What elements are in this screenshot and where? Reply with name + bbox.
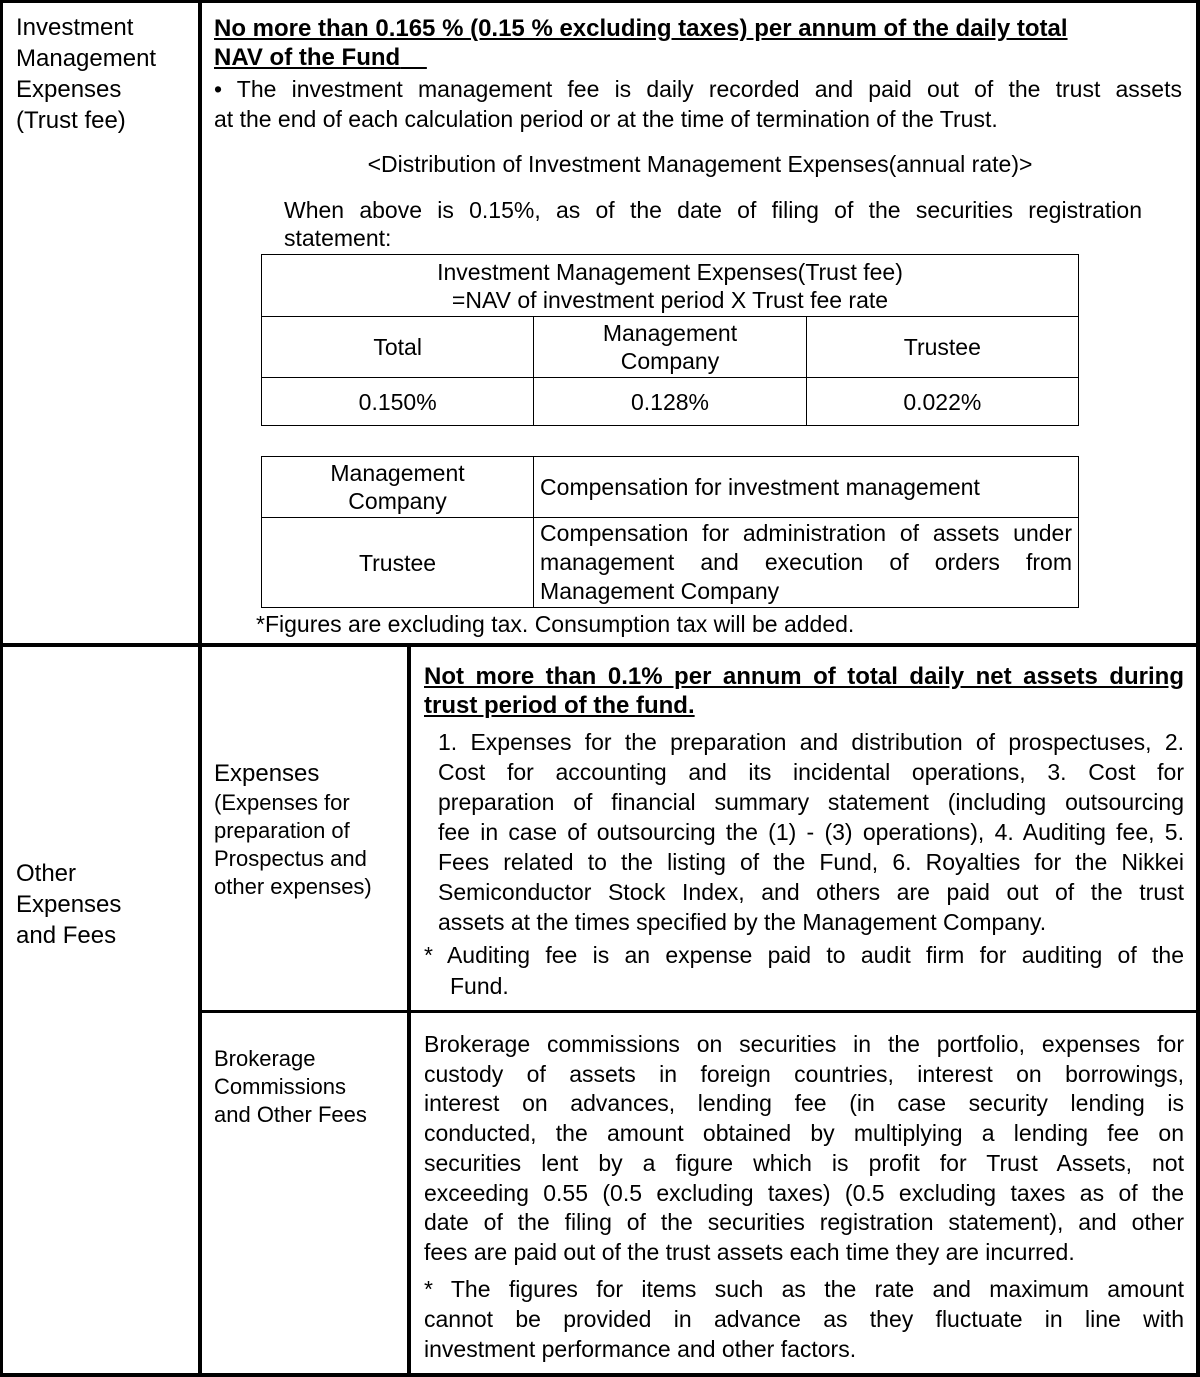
fee-table xyxy=(261,254,1079,426)
row1-label xyxy=(16,12,156,136)
row1-footnote: *Figures are excluding tax. Consumption tax will be added. xyxy=(256,611,855,637)
role-party-management xyxy=(262,457,534,518)
row2-label-line: and Fees xyxy=(16,922,117,949)
row1-label-line: Management xyxy=(16,45,157,72)
when-text xyxy=(284,196,1142,252)
fee-col-management xyxy=(534,317,806,378)
role-desc-trustee: Compensation for administration of assets under management and execution of orders from Management Company xyxy=(534,518,1079,608)
expenses-note xyxy=(424,940,1184,1002)
brokerage-body-line: custody of assets in foreign countries, interest on borrowings, xyxy=(424,1060,1184,1087)
expenses-body-line: Fees related to the listing of the Fund, 6. Royalties for the Nikkei xyxy=(438,849,1184,875)
row-divider xyxy=(0,643,1200,647)
expenses-label-sub-line: other expenses) xyxy=(214,874,372,899)
expenses-label-sub xyxy=(214,789,372,901)
label-column-divider xyxy=(198,0,202,1377)
brokerage-note-line: investment performance and other factors. xyxy=(424,1336,857,1362)
expenses-label-sub-line: (Expenses for xyxy=(214,790,350,815)
row1-heading xyxy=(214,14,1182,72)
row2-label xyxy=(16,858,121,951)
brokerage-body-line: interest on advances, lending fee (in case security lending is xyxy=(424,1090,1184,1117)
expenses-body-line: Semiconductor Stock Index, and others are paid out of the trust xyxy=(438,879,1184,905)
distribution-title: <Distribution of Investment Management Expenses(annual rate)> xyxy=(367,151,1033,177)
role-party-management-text: Management Company xyxy=(330,460,465,514)
brokerage-body-line: fees are paid out of the trust assets each time they are incurred. xyxy=(424,1238,1075,1265)
brokerage-label-line: Commissions xyxy=(214,1074,347,1099)
brokerage-body-line: exceeding 0.55 (0.5 excluding taxes) (0.5 excluding taxes as of the xyxy=(424,1179,1184,1206)
expenses-body-line: fee in case of outsourcing the (1) - (3) operations), 4. Auditing fee, 5. xyxy=(438,819,1184,845)
outer-border-right xyxy=(1196,0,1200,1377)
fee-table-header-line2: =NAV of investment period X Trust fee rate xyxy=(451,286,889,313)
row1-label-line: (Trust fee) xyxy=(16,107,126,134)
brokerage-body-line: date of the filing of the securities registration statement), and other xyxy=(424,1209,1184,1236)
brokerage-body-line: conducted, the amount obtained by multiplying a lending fee on xyxy=(424,1120,1184,1147)
expenses-body-line: preparation of financial summary statement (including outsourcing xyxy=(438,789,1184,815)
subrow-divider xyxy=(200,1010,1200,1013)
row2-label-line: Expenses xyxy=(16,891,122,918)
role-table xyxy=(261,456,1079,608)
expenses-heading-line1: Not more than 0.1% per annum of total daily net assets during xyxy=(424,663,1184,690)
brokerage-label xyxy=(214,1045,367,1129)
fee-value-trustee: 0.022% xyxy=(806,378,1078,426)
brokerage-note-line: * The figures for items such as the rate and maximum amount xyxy=(424,1276,1184,1302)
expenses-label-sub-line: preparation of xyxy=(214,818,350,843)
outer-border-top xyxy=(0,0,1200,3)
fee-col-management-text: Management Company xyxy=(602,320,738,374)
row1-bullet-line2: at the end of each calculation period or at the time of termination of the Trust. xyxy=(214,106,998,132)
fee-table-header-line1: Investment Management Expenses(Trust fee) xyxy=(437,258,903,285)
expenses-label-sub-line: Prospectus and xyxy=(214,846,367,871)
fee-value-total: 0.150% xyxy=(262,378,534,426)
role-desc-management: Compensation for investment management xyxy=(534,457,1079,518)
row1-label-line: Investment xyxy=(16,14,134,41)
expenses-label-title: Expenses xyxy=(214,760,320,787)
outer-border-left xyxy=(0,0,3,1377)
row1-heading-line2: NAV of the Fund xyxy=(214,44,401,71)
expenses-heading xyxy=(424,662,1184,720)
role-party-trustee: Trustee xyxy=(262,518,534,608)
expenses-heading-line2: trust period of the fund. xyxy=(424,692,695,719)
brokerage-label-line: and Other Fees xyxy=(214,1102,367,1127)
fee-col-total: Total xyxy=(262,317,534,378)
expenses-body xyxy=(438,727,1184,937)
brokerage-body xyxy=(424,1030,1184,1268)
when-line2: statement: xyxy=(284,225,392,251)
expenses-note-line2: Fund. xyxy=(450,973,509,999)
brokerage-body-line: securities lent by a figure which is profit for Trust Assets, not xyxy=(424,1149,1184,1176)
row1-bullet-line1: • The investment management fee is daily recorded and paid out of the trust assets xyxy=(214,76,1182,102)
fee-value-management: 0.128% xyxy=(534,378,806,426)
when-line1: When above is 0.15%, as of the date of filing of the securities registration xyxy=(284,197,1142,223)
expenses-body-line: 1. Expenses for the preparation and distribution of prospectuses, 2. xyxy=(438,729,1184,755)
row1-heading-line1: No more than 0.165 % (0.15 % excluding taxes) per annum of the daily total xyxy=(214,15,1068,42)
expenses-label xyxy=(214,759,372,901)
brokerage-label-line: Brokerage xyxy=(214,1046,316,1071)
expenses-body-line: Cost for accounting and its incidental operations, 3. Cost for xyxy=(438,759,1184,785)
expenses-body-line: assets at the times specified by the Management Company. xyxy=(438,909,1047,935)
row1-bullet-text xyxy=(214,74,1182,134)
brokerage-body-line: Brokerage commissions on securities in the portfolio, expenses for xyxy=(424,1031,1184,1057)
fee-col-trustee: Trustee xyxy=(806,317,1078,378)
outer-border-bottom xyxy=(0,1373,1200,1377)
row2-label-line: Other xyxy=(16,860,77,887)
expenses-note-line1: * Auditing fee is an expense paid to audit firm for auditing of the xyxy=(424,942,1184,968)
brokerage-note-line: cannot be provided in advance as they fluctuate in line with xyxy=(424,1306,1184,1332)
fee-table-header xyxy=(262,255,1079,317)
brokerage-note xyxy=(424,1274,1184,1364)
row1-label-line: Expenses xyxy=(16,76,122,103)
